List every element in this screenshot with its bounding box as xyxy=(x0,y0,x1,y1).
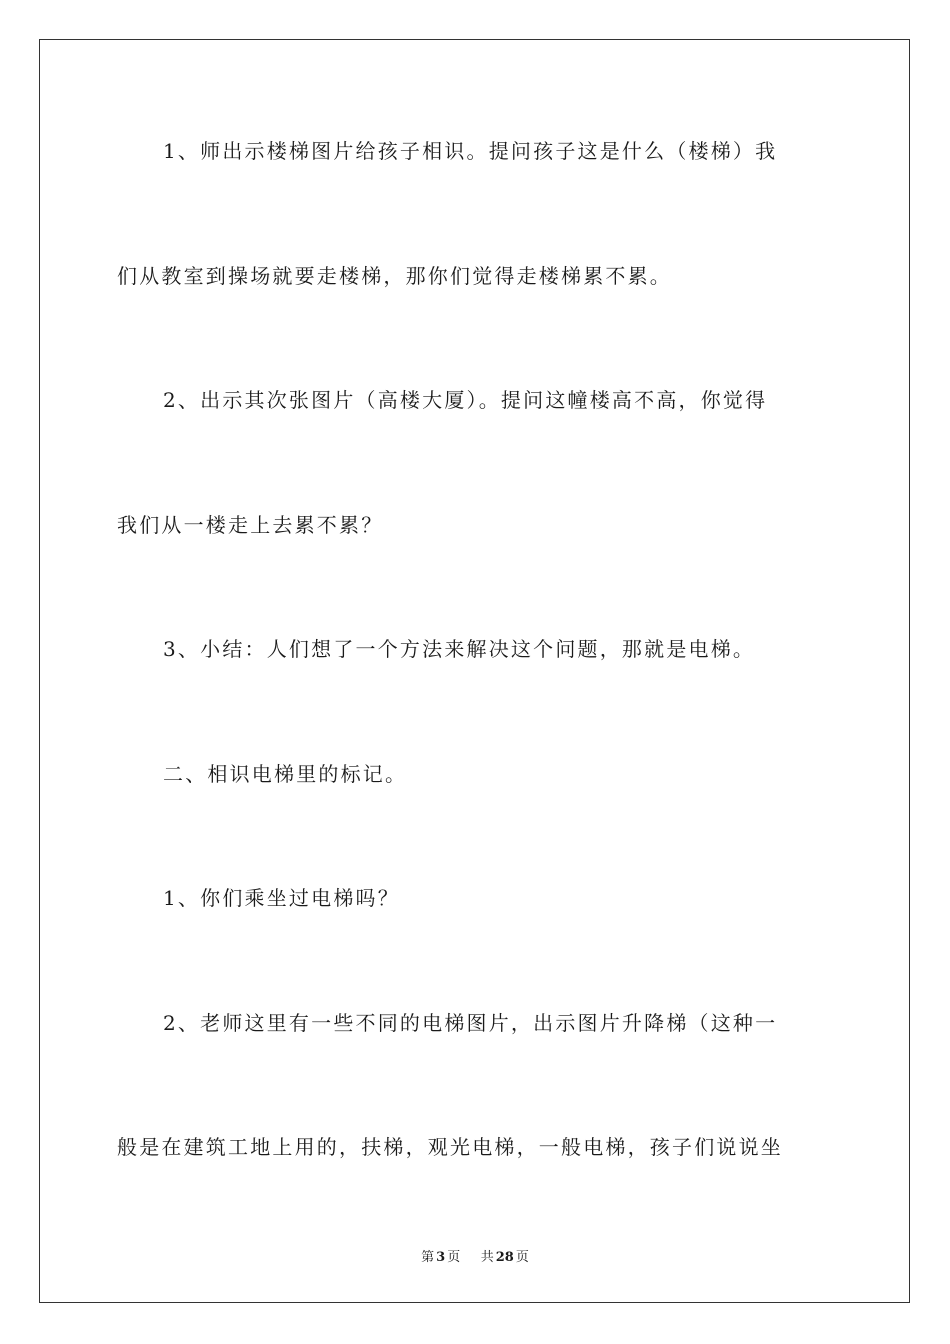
page-footer xyxy=(0,1246,950,1265)
page-prefix: 第 xyxy=(421,1250,435,1265)
total-suffix: 页 xyxy=(515,1250,529,1265)
page-border xyxy=(39,39,910,1303)
total-prefix: 共 xyxy=(480,1250,494,1265)
paragraph-line-1: 1、师出示楼梯图片给孩子相识。提问孩子这是什么（楼梯）我 xyxy=(163,139,778,163)
paragraph-line-8: 2、老师这里有一些不同的电梯图片，出示图片升降梯（这种一 xyxy=(163,1011,778,1035)
paragraph-line-3: 2、出示其次张图片（高楼大厦）。提问这幢楼高不高，你觉得 xyxy=(163,388,768,412)
paragraph-line-5: 3、小结：人们想了一个方法来解决这个问题，那就是电梯。 xyxy=(163,637,756,661)
section-heading: 二、相识电梯里的标记。 xyxy=(163,762,408,786)
page-suffix: 页 xyxy=(447,1250,461,1265)
paragraph-line-4: 我们从一楼走上去累不累？ xyxy=(117,513,384,537)
total-pages: 28 xyxy=(495,1250,514,1265)
page-number: 3 xyxy=(436,1250,446,1265)
paragraph-line-7: 1、你们乘坐过电梯吗？ xyxy=(163,886,400,910)
paragraph-line-2: 们从教室到操场就要走楼梯，那你们觉得走楼梯累不累。 xyxy=(117,264,672,288)
paragraph-line-9: 般是在建筑工地上用的，扶梯，观光电梯，一般电梯，孩子们说说坐 xyxy=(117,1135,783,1159)
